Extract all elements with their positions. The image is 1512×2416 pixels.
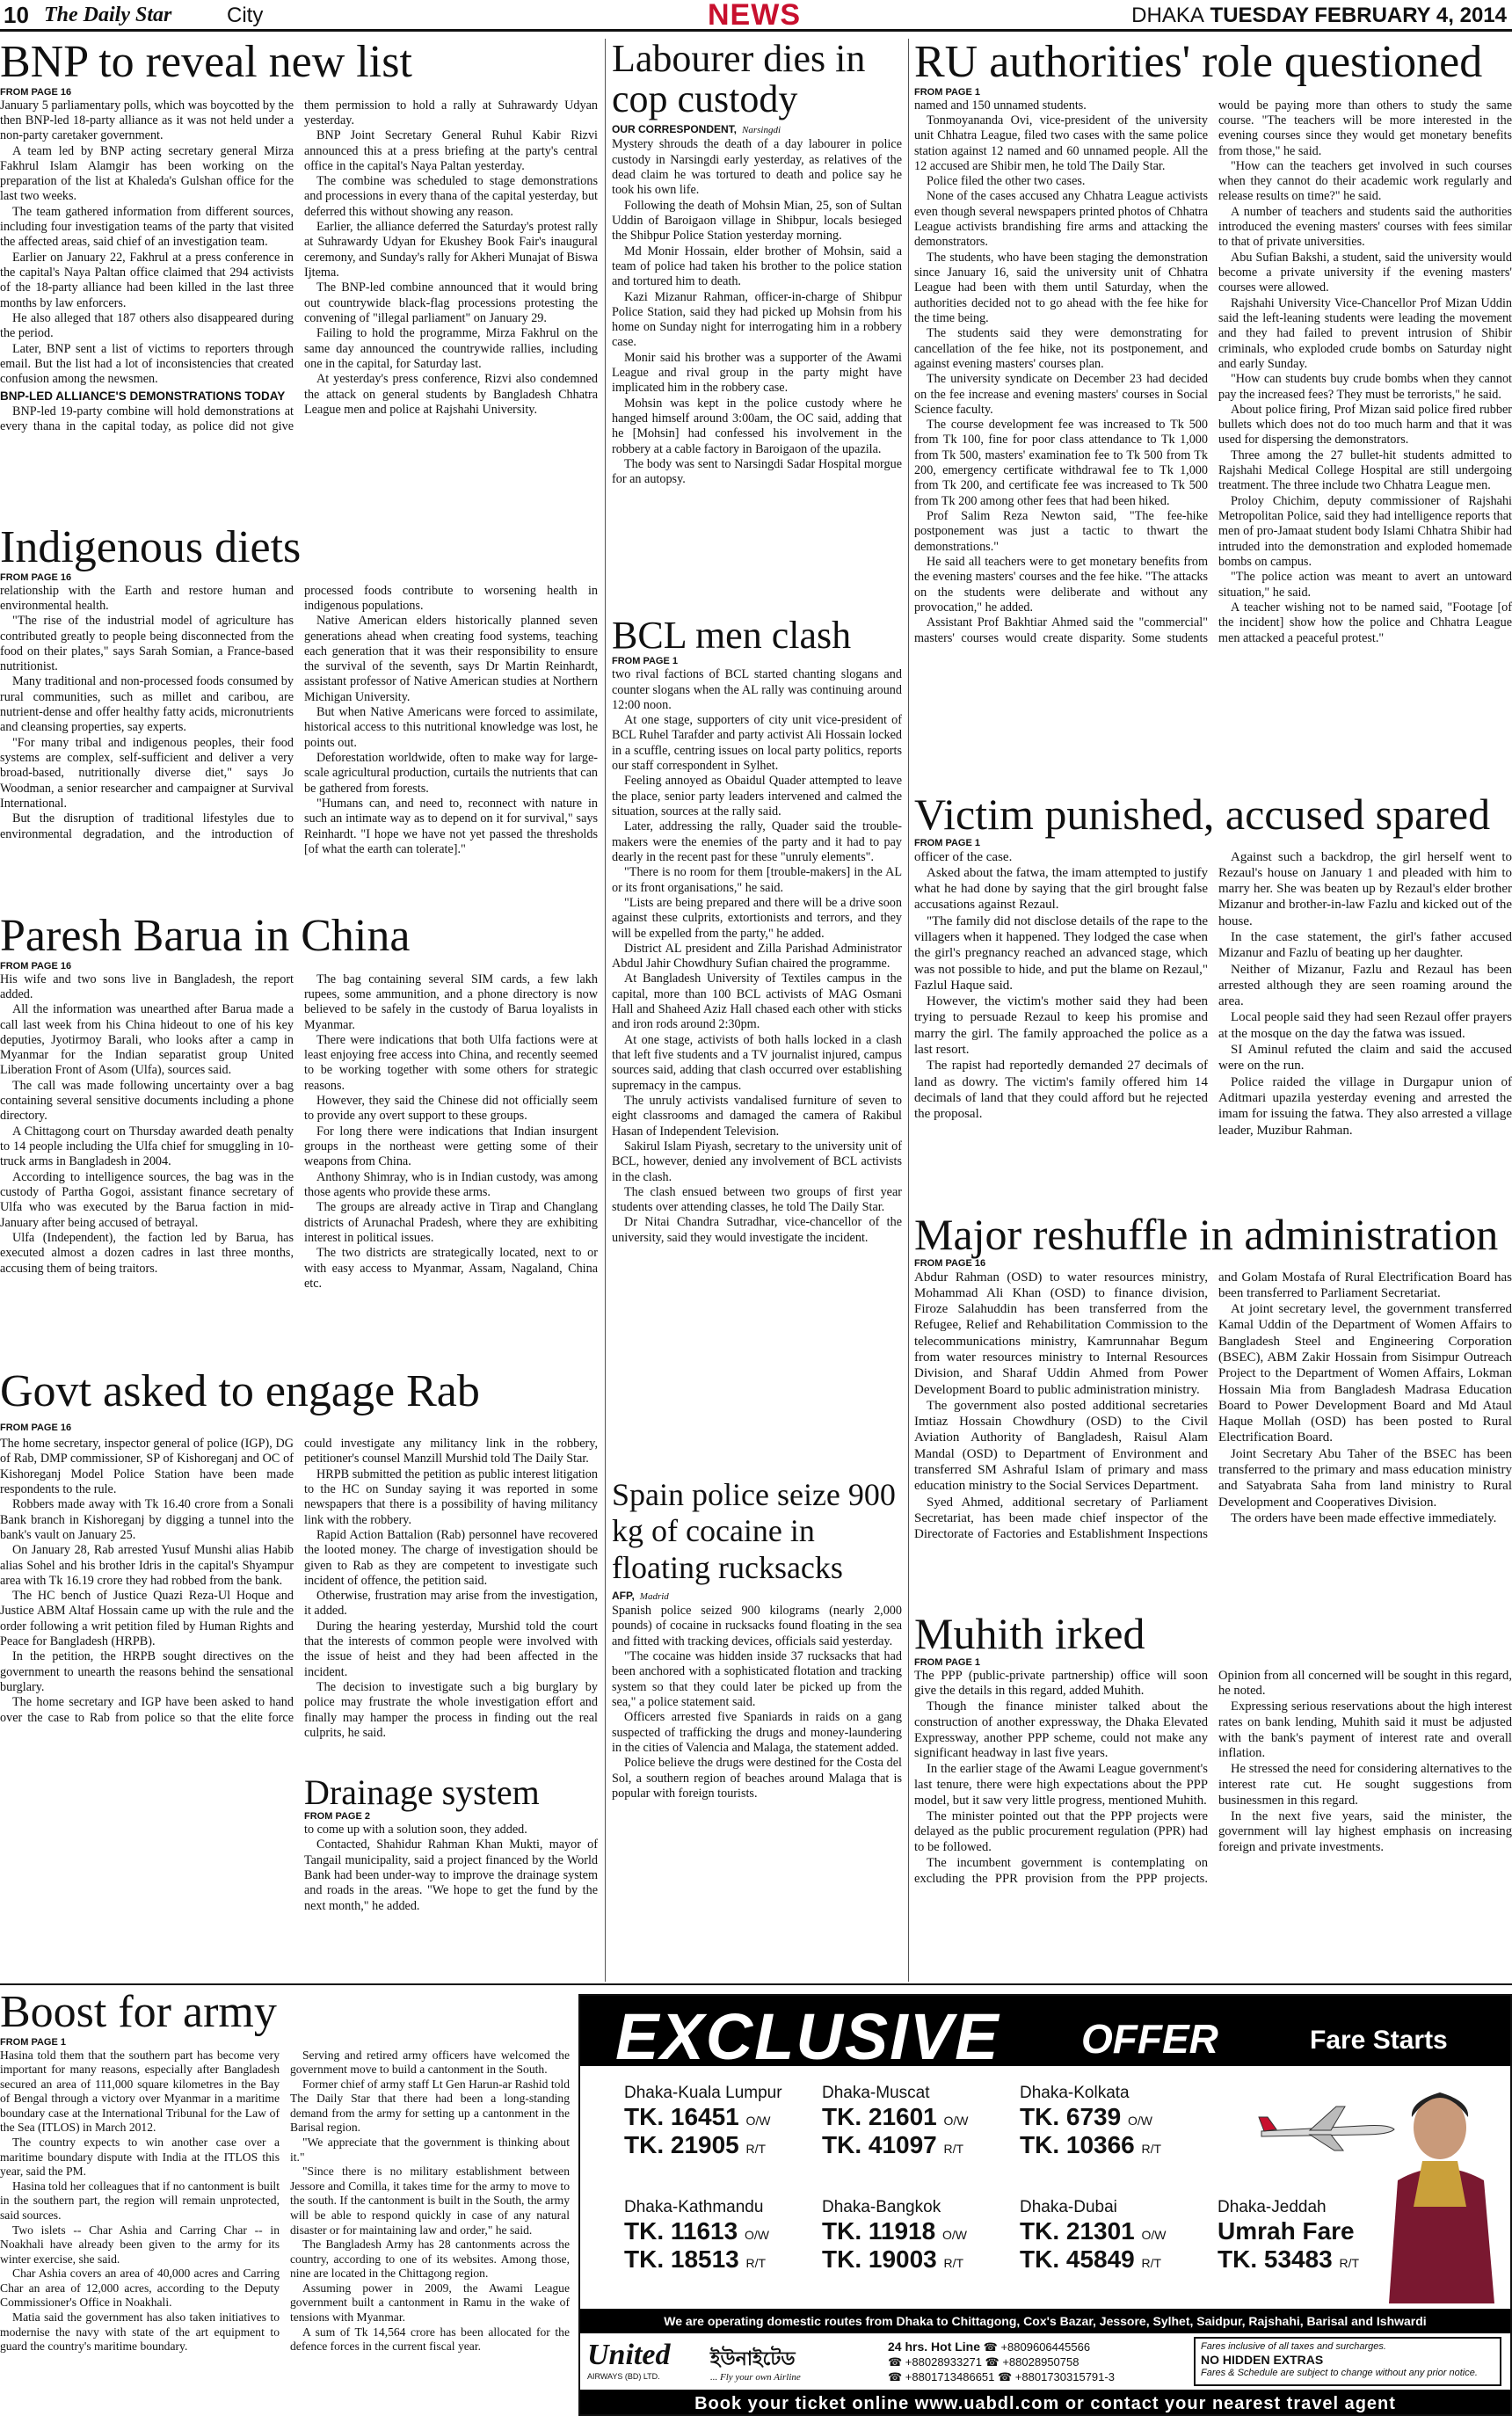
masthead	[0, 0, 1512, 32]
paragraph: Earlier on January 22, Fakhrul at a press conference in the capital's Naya Paltan office claimed that 294 activists of the 18-party alliance had been killed in the last three months by law enforcers.	[0, 250, 294, 310]
paragraph: The decision to investigate such a big burglary by police may frustrate the whole investigation effort and finally may hamper the process in finding out the real culprits, he said.	[304, 1680, 598, 1740]
article-body	[612, 1604, 902, 1801]
paragraph: The unruly activists vandalised furniture of seven to eight classrooms and damaged the camera of Rakibul Hasan of Independent Television.	[612, 1093, 902, 1139]
paragraph: SI Aminul refuted the claim and said the accused were on the run.	[1218, 1043, 1512, 1073]
paragraph: "Lists are being prepared and there will be a drive soon against these culprits, extortionists and terrors, and they will be expelled from the party," he added.	[612, 895, 902, 941]
ad-headline-exclusive: EXCLUSIVE	[615, 2000, 1000, 2073]
paragraph: two rival factions of BCL started chanting slogans and counter slogans when the AL rally was continuing around 12:00 noon.	[612, 667, 902, 712]
category-label: NEWS	[708, 0, 801, 32]
paragraph: The groups are already active in Tirap and Changlang districts of Arunachal Pradesh, where they are exhibiting interest in political issues.	[304, 1200, 598, 1245]
paragraph: The Bangladesh Army has 28 cantonments across the country, according to one of its websites. Among those, nine are located in the Chittagong region.	[290, 2238, 570, 2281]
paragraph: "For many tribal and indigenous peoples, their food systems are complex, self-sufficient and deliver a very broad-based, nutritionally diverse diet," says Jo Woodman, a senior researcher and campaigner at Survival International.	[0, 735, 294, 811]
paragraph: to come up with a solution soon, they added.	[304, 1823, 527, 1837]
article-muhith	[914, 1611, 1512, 1978]
paragraph: A sum of Tk 14,564 crore has been allocated for the defence forces in the current fiscal year.	[290, 2325, 570, 2354]
round-trip-fare: TK. 18513 R/T	[624, 2245, 767, 2274]
paragraph: Sakirul Islam Piyash, secretary to the university unit of BCL, however, denied any involvement of BCL activists in the clash.	[612, 1139, 902, 1184]
article-body	[914, 1270, 1512, 1607]
paragraph: Native American elders historically planned seven generations ahead when creating food systems, teaching each generation that it was their responsibility to ensure the survival of the seventh, says Dr Martin Reinhardt, assistant professor of Native American studies at Northern Michigan University.	[304, 614, 598, 704]
paragraph: "How can students buy crude bombs when they cannot pay the increased fees? They must be terrorists," he said.	[1218, 372, 1512, 402]
headline: Major reshuffle in administration	[914, 1212, 1499, 1259]
paragraph: The combine was scheduled to stage demonstrations and processions in every thana of the capital yesterday, but deferred this without showing any reason.	[304, 174, 598, 219]
paragraph: Local people said they had seen Rezaul offer prayers at the mosque on the day the fatwa was issued.	[1218, 1010, 1512, 1041]
paragraph: The call was made following uncertainty over a bag containing several sensitive documents including a phone directory.	[0, 1078, 294, 1124]
round-trip-fare: TK. 41097 R/T	[822, 2131, 964, 2159]
paragraph: Otherwise, frustration may arise from the investigation, it added.	[304, 1589, 598, 1619]
column-rule	[908, 39, 909, 1982]
domestic-routes-banner: We are operating domestic routes from Dhaka to Chittagong, Cox's Bazar, Jessore, Sylhet, Saidpur, Rajshahi, Barisal and Ishwardi	[580, 2309, 1510, 2333]
terms-no-hidden: NO HIDDEN EXTRAS	[1201, 2353, 1324, 2368]
paragraph: "The cocaine was hidden inside 37 rucksacks that had been anchored with a sophisticated flotation and tracking system so that they could later be picked up from the sea," a police statement said.	[612, 1649, 902, 1710]
paragraph: Assistant Prof Bakhtiar Ahmed said the "commercial" masters' courses would create disparity. Some students would be paying more than others to study the same course. "The teachers will be more interested in the evening courses since they would get monetary benefits from those," he said.	[914, 98, 1512, 645]
paragraph: Later, BNP sent a list of victims to reporters through email. But the list had a lot of inconsistencies that created confusion among the newsmen.	[0, 341, 294, 387]
article-body	[612, 137, 902, 487]
article-bnp	[0, 39, 598, 505]
round-trip-fare: TK. 21905 R/T	[624, 2131, 767, 2159]
paragraph: HRPB submitted the petition as public interest litigation to the HC on Sunday saying it was reported in some newspapers that there is a possibility of having militancy link with the robbery.	[304, 1466, 598, 1527]
paragraph: The home secretary and IGP have been asked to hand over the case to Rab from police so that the elite force could investigate any militancy link in the robbery, petitioner's counsel Manzill Murshid told The Daily Star.	[0, 1437, 598, 1725]
paragraph: A teacher wishing not to be named said, "Footage [of the incident] show how the police and Chhatra League men attacked a peaceful protest."	[1218, 600, 1512, 645]
paragraph: He stressed the need for considering alternatives to the interest rate cut. He sought suggestions from businessmen in this regard.	[1218, 1762, 1512, 1808]
paragraph: A team led by BNP acting secretary general Mirza Fakhrul Islam Alamgir has been working on the preparation of the list at Khaleda's Gulshan office for the last two weeks.	[0, 143, 294, 204]
paragraph: Police filed the other two cases.	[927, 174, 1086, 189]
paragraph: Char Ashia covers an area of 40,000 acres and Carring Char an area of 12,000 acres, according to the Deputy Commissioner's Office in Noakhali.	[0, 2267, 280, 2310]
paragraph: Earlier, the alliance deferred the Saturday's protest rally at Suhrawardy Udyan for Ekushey Book Fair's inaugural ceremony, and Sunday's rally for Akheri Munajat of Biswa Ijtema.	[304, 220, 598, 280]
headline: RU authorities' role questioned	[914, 39, 1483, 87]
paragraph: In the next five years, said the minister, the government will lay highest emphasis on increasing foreign and private investments.	[1218, 1808, 1512, 1855]
paragraph: Kazi Mizanur Rahman, officer-in-charge of Shibpur Police Station, said they had picked up Mohsin from his home on Sunday night for interrogating him in a robbery case.	[612, 289, 902, 350]
paragraph: officer of the case.	[914, 849, 1013, 864]
paragraph: On January 28, Rab arrested Yusuf Munshi alias Habib alias Sohel and his brother Idris in the capital's Shyampur area with Tk 16.19 crore they had robbed from the bank.	[0, 1543, 294, 1588]
paragraph: However, the victim's mother said they had been trying to persuade Rezaul to keep his promise and marry the girl. The family approached the police as a last resort.	[914, 994, 1208, 1058]
ad-headline-fare-starts: Fare Starts	[1310, 2026, 1448, 2055]
paragraph: January 5 parliamentary polls, which was boycotted by the then BNP-led 18-party alliance as it was not held under a non-party caretaker government.	[0, 98, 294, 143]
hotline-block	[888, 2339, 1115, 2385]
paragraph: "Humans can, and need to, reconnect with nature in such an intimate way as to depend on it for survival," says Reinhardt. "I hope we have not yet passed the thresholds [of what the earth can tolerate]."	[304, 796, 598, 856]
article-army	[0, 1989, 570, 2416]
paragraph: At Bangladesh University of Textiles campus in the capital, more than 100 BCL activists of MAG Osmani Hall and Shaheed Aziz Hall chased each other with sticks and iron rods around 2:30pm.	[612, 971, 902, 1032]
route-destination: Dhaka-Kathmandu	[624, 2198, 764, 2216]
headline: Govt asked to engage Rab	[0, 1368, 480, 1416]
column-rule	[605, 39, 606, 1982]
paragraph: Ulfa (Independent), the faction led by Barua, has executed almost a dozen cadres in last three months, accusing them of being traitors.	[0, 1230, 294, 1276]
paragraph: In the petition, the HRPB sought directives on the government to unearth the reasons behind the sensational burglary.	[0, 1649, 294, 1694]
paragraph: Following the death of Mohsin Mian, 25, son of Sultan Uddin of Baroigaon village in Shibpur, locals besieged the Shibpur Police Station yesterday morning.	[612, 198, 902, 244]
paragraph: Rajshahi University Vice-Chancellor Prof Mizan Uddin said the left-leaning students were leading the movement and they had failed to prevent intrusion of Shibir criminals, who exploded crude bombs on Saturday night and early Sunday.	[1218, 295, 1512, 371]
paragraph: Three among the 27 bullet-hit students admitted to Rajshahi Medical College Hospital are still undergoing treatment. The three include two Chhatra League men.	[1218, 448, 1512, 493]
paragraph: Rapid Action Battalion (Rab) personnel have recovered the looted money. The charge of investigation should be given to Rab as they are competent to investigate such incident of offence, the petition said.	[304, 1527, 598, 1588]
dateline-date: TUESDAY FEBRUARY 4, 2014	[1210, 4, 1507, 27]
article-victim	[914, 791, 1512, 1204]
paragraph: Hasina told her colleagues that if no cantonment is built in the southern part, the region will remain unprotected, said sources.	[0, 2179, 280, 2222]
article-body	[304, 1823, 598, 1914]
paragraph: But the disruption of traditional lifestyles due to environmental degradation, and the introduction of processed foods contribute to worsening health in indigenous populations.	[0, 583, 598, 841]
byline-location: Narsingdi	[742, 125, 781, 136]
route-destination: Dhaka-Jeddah	[1218, 2198, 1327, 2216]
logo-english: United	[587, 2339, 671, 2371]
phone-numbers[interactable]: ☎ +88028933271 ☎ +88028950758	[888, 2354, 1079, 2369]
article-body	[0, 584, 598, 900]
article-ru	[914, 39, 1512, 777]
headline: BCL men clash	[612, 615, 852, 657]
paragraph: According to intelligence sources, the bag was in the custody of Partha Gogoi, assistant finance secretary of Ulfa who was executed by the Barua faction in mid-January after being accused of betrayal.	[0, 1169, 294, 1230]
route-destination: Dhaka-Kuala Lumpur	[624, 2084, 782, 2102]
paragraph: Many traditional and non-processed foods consumed by rural communities, such as millet and caribou, are nutrient-dense and offer healthy fatty acids, micronutrients and cleansing properties, say experts.	[0, 674, 294, 735]
paragraph: Against such a backdrop, the girl herself went to Rezaul's house on January 1 and pleaded with him to marry her. She was beaten up by Rezaul's elder brother Mizanur and brother-in-law Fazlu and kicked out of the house.	[1218, 849, 1512, 928]
subheading: BNP-LED ALLIANCE'S DEMONSTRATIONS TODAY	[0, 389, 286, 403]
paragraph: At one stage, supporters of city unit vice-president of BCL Ruhel Tarafder and party activist Ali Hossain locked in a scuffle, centring issues on local party politics, reports our staff correspondent in Sylhet.	[612, 713, 902, 774]
paragraph: Later, addressing the rally, Quader said the trouble-makers were the enemies of the party and it had to pay dearly in the recent past for these "unruly elements".	[612, 819, 902, 864]
headline: Labourer dies in cop custody	[612, 39, 866, 121]
jump-line: FROM PAGE 16	[0, 960, 72, 971]
paragraph: named and 150 unnamed students.	[914, 98, 1087, 113]
section-rule	[0, 1983, 1512, 1985]
paragraph: The university syndicate on December 23 had decided on the fee increase and evening masters' courses in Social Science faculty.	[914, 372, 1208, 417]
paragraph: But when Native Americans were forced to assimilate, historical access to this nutritional knowledge was lost, he points out.	[304, 705, 598, 750]
article-body	[914, 98, 1512, 777]
paragraph: Robbers made away with Tk 16.40 crore from a Sonali Bank branch in Kishoreganj by digging a tunnel into the bank's vault on January 25.	[0, 1497, 294, 1542]
paragraph: The PPP (public-private partnership) office will soon give the details in this regard, added Muhith.	[914, 1668, 1208, 1699]
paragraph: The orders have been made effective immediately.	[1231, 1510, 1497, 1525]
byline-location: Madrid	[639, 1591, 669, 1603]
paragraph: "There is no room for them [trouble-makers] in the AL or its front organisations," he said.	[612, 865, 902, 895]
one-way-fare: TK. 16451 O/W	[624, 2103, 771, 2130]
paragraph: Spanish police seized 900 kilograms (nearly 2,000 pounds) of cocaine in rucksacks found floating in the sea and fitted with tracking devices, officials said yesterday.	[612, 1604, 902, 1648]
route-fare	[1020, 2084, 1213, 2159]
paragraph: The minister pointed out that the PPP projects were delayed as the public procurement regulation (PPR) had to be followed.	[914, 1808, 1208, 1855]
paragraph: At joint secretary level, the government transferred Kamal Uddin of the Department of Women Affairs to Bangladesh Steel and Engineering Corporation (BSEC), ABM Zakir Hossain from Sisimpur Outreach Project to the Department of Women Affairs, Lokman Hossain Mia from Bangladesh Madrasa Education Board to Power Development Board and Md Ataul Haque Mollah (OSD) has been posted to Rural Electrification Board.	[1218, 1302, 1512, 1445]
jump-line: FROM PAGE 1	[0, 2036, 66, 2048]
paragraph: "The rise of the industrial model of agriculture has contributed greatly to people being disconnected from the food on their plates," says Sarah Somian, a France-based nutritionist.	[0, 614, 294, 674]
paragraph: Proloy Chichim, deputy commissioner of Rajshahi Metropolitan Police, said they had intelligence reports that men of pro-Jamaat student body Islami Chhatra Shibir had intruded into the demonstration and exploded homemade bombs on campus.	[1218, 493, 1512, 569]
route-destination: Dhaka-Muscat	[822, 2084, 930, 2102]
headline: Victim punished, accused spared	[914, 791, 1491, 839]
paragraph: All the information was unearthed after Barua made a call last week from his China hideout to one of his key deputies, Jyotirmoy Barali, who looks after a camp in Myanmar for the Indian separatist group United Liberation Front of Asom (Ulfa), sources said.	[0, 1002, 294, 1078]
one-way-fare: TK. 11613 O/W	[624, 2217, 769, 2245]
paragraph: Feeling annoyed as Obaidul Quader attempted to leave the place, senior party leaders intervened and calmed the situation, sources at the rally said.	[612, 774, 902, 819]
round-trip-fare: TK. 10366 R/T	[1020, 2131, 1162, 2159]
paragraph: Mystery shrouds the death of a day labourer in police custody in Narsingdi early yesterday, as relatives of the dead claim he was tortured to death and police say he took his own life.	[612, 137, 902, 198]
paragraph: District AL president and Zilla Parishad Administrator Abdul Jahir Chowdhury Sufian chaired the programme.	[612, 941, 902, 971]
jump-line: FROM PAGE 1	[914, 86, 980, 98]
round-trip-fare: TK. 45849 R/T	[1020, 2245, 1162, 2274]
hotline-label: 24 hrs. Hot Line	[888, 2340, 981, 2354]
article-body	[0, 2049, 570, 2416]
paragraph: Contacted, Shahidur Rahman Khan Mukti, mayor of Tangail municipality, said a project financed by the World Bank had been under-way to improve the drainage system and roads in the areas. "We hope to get the fund by the next month," he added.	[304, 1837, 598, 1913]
article-body	[914, 1669, 1512, 1976]
ad-header	[580, 1996, 1510, 2073]
paragraph: None of the cases accused any Chhatra League activists even though several newspapers printed photos of Chhatra League activists brandishing fire arms and attacking the demonstrators.	[914, 189, 1208, 250]
paragraph: Neither of Mizanur, Fazlu and Rezaul has been arrested although they are seen roaming around the area.	[1218, 962, 1512, 1009]
paragraph: relationship with the Earth and restore human and environmental health.	[0, 583, 294, 613]
paragraph: His wife and two sons live in Bangladesh, the report added.	[0, 971, 294, 1001]
paragraph: During the hearing yesterday, Murshid told the court that the interests of common people were involved with the issue of heist and they had been affected in the incident.	[304, 1619, 598, 1679]
paragraph: At yesterday's press conference, Rizvi also condemned the attack on general students by Bangladesh Chhatra League men and police at Rajshahi University.	[304, 372, 598, 417]
paragraph: The team gathered information from different sources, including four investigation teams of the party that visited the affected areas, said chief of an investigation team.	[0, 204, 294, 250]
jump-line: FROM PAGE 16	[914, 1257, 986, 1269]
paragraph: The incumbent government is contemplating on excluding the PPR provision from the PPP projects. Opinion from all concerned will be sought in this regard, he noted.	[914, 1668, 1512, 1886]
paragraph: The bag containing several SIM cards, a few lakh rupees, some ammunition, and a phone directory is now believed to be safely in the custody of Barua loyalists in Myanmar.	[304, 971, 598, 1032]
byline	[612, 123, 902, 135]
paragraph: The clash ensued between two groups of first year students over attending classes, he told The Daily Star.	[612, 1184, 902, 1215]
article-bcl	[612, 615, 902, 1459]
logo-subtitle: AIRWAYS (BD) LTD.	[587, 2372, 660, 2381]
paragraph: Monir said his brother was a supporter of the Awami League and rival group in the party might have implicated him in the robbery case.	[612, 350, 902, 396]
headline: Paresh Barua in China	[0, 913, 411, 961]
paragraph: "Since there is no military establishment between Jessore and Comilla, it takes time for the army to move to the south. If the cantonment is built in the South, the army will be able to respond quickly in case of any natural disaster or for maintaining law and order," he said.	[290, 2165, 570, 2237]
route-fare	[822, 2084, 1015, 2159]
jump-line: FROM PAGE 1	[914, 837, 980, 848]
article-drainage	[304, 1774, 598, 1978]
paragraph: "How can the teachers get involved in such courses when they cannot do their academic work regularly and release results on time?" he said.	[1218, 158, 1512, 204]
paragraph: He also alleged that 187 others also disappeared during the period.	[0, 310, 294, 341]
paragraph: Police raided the village in Durgapur union of Aditmari upazila yesterday evening and arrested the imam for issuing the fatwa. They also arrested a village leader, Muzibur Rahman.	[1218, 1074, 1512, 1138]
terms-taxes: Fares inclusive of all taxes and surcharges.	[1201, 2341, 1386, 2352]
headline: Spain police seize 900 kg of cocaine in floating rucksacks	[612, 1477, 896, 1585]
article-body	[612, 667, 902, 1246]
paragraph: "The family did not disclose details of the rape to the villagers when it happened. They lodged the case when the girl's pregnancy reached an advanced stage, which was not possible to hide, and put the blame on Rezaul," Fazlul Haque said.	[914, 913, 1208, 993]
dateline	[1131, 4, 1507, 28]
paragraph: Two islets -- Char Ashia and Carring Char -- in Noakhali have already been given to the army for its winter exercise, she said.	[0, 2223, 280, 2266]
phone-numbers[interactable]: ☎ +8801713486651 ☎ +8801730315791-3	[888, 2369, 1115, 2383]
paragraph: The course development fee was increased to Tk 500 from Tk 100, fine for poor class attendance to Tk 1,000 from Tk 500, masters' examination fee to Tk 500 from Tk 200, emergency certificate withdrawal fee to Tk 1,000 from Tk 200, and certificate fee was increased to Tk 500 from Tk 200 among other fees that had been hiked.	[914, 418, 1208, 508]
paragraph: Syed Ahmed, additional secretary of Parliament Secretariat, has been made chief inspector of the Directorate of Factories and Establishment Inspections and Golam Mostafa of Rural Electrification Board has been transferred to Parliament Secretariat.	[914, 1270, 1512, 1542]
paragraph: Tonmoyananda Ovi, vice-president of the university unit Chhatra League, filed two cases with the same police station against 12 named and 60 unnamed people. All the 12 accused are Shibir men, he told The Daily Star.	[914, 113, 1208, 173]
paragraph: Matia said the government has also taken initiatives to modernise the navy with state of the art equipment to guard the country's maritime boundary.	[0, 2310, 280, 2354]
paragraph: In the case statement, the girl's father accused Mizanur and Fazlu of beating up her daughter.	[1218, 929, 1512, 961]
paragraph: Asked about the fatwa, the imam attempted to justify what he had done by saying that the girl brought false accusations against Rezaul.	[914, 865, 1208, 913]
paragraph: Expressing serious reservations about the high interest rates on bank lending, Muhith said it must be adjusted with the bank's payment of interest rate and overall inflation.	[1218, 1699, 1512, 1761]
paragraph: The students, who have been staging the demonstration since January 16, said the university unit of Chhatra League had been with them until Saturday, when the authorities decided not to go ahead with the fee hike for the time being.	[914, 250, 1208, 325]
paragraph: In the earlier stage of the Awami League government's last tenure, there were high expectations about the PPP model, but it saw very little progress, mentioned Muhith.	[914, 1762, 1208, 1808]
one-way-fare: TK. 6739 O/W	[1020, 2103, 1152, 2130]
route-destination: Dhaka-Dubai	[1020, 2198, 1117, 2216]
paragraph: Failing to hold the programme, Mirza Fakhrul on the same day announced the countrywide rallies, including one in the capital, for Saturday last.	[304, 326, 598, 371]
headline: Indigenous diets	[0, 524, 302, 572]
paragraph: "The police action was meant to avert an untoward situation," he said.	[1218, 570, 1512, 600]
paragraph: Deforestation worldwide, often to make way for large-scale agricultural production, curtails the nutrients that can be gathered from forests.	[304, 751, 598, 796]
booking-cta[interactable]: Book your ticket online www.uabdl.com or contact your nearest travel agent	[580, 2390, 1510, 2416]
paragraph: Hasina told them that the southern part has become very important for many reasons, especially after Bangladesh secured an area of 111,000 square kilometres in the Bay of Bengal through a victory over Myanmar in a maritime boundary case at the International Tribunal for the Law of the Sea (ITLOS) in March 2012.	[0, 2048, 280, 2135]
paragraph: The BNP-led combine announced that it would bring out countrywide black-flag processions protesting the convening of "illegal parliament" on January 29.	[304, 280, 598, 325]
ad-headline-offer: OFFER	[1081, 2016, 1218, 2062]
paragraph: A Chittagong court on Thursday awarded death penalty to 14 people including the Ulfa chief for smuggling in 10-truck arms in Bangladesh in 2004.	[0, 1124, 294, 1169]
headline: BNP to reveal new list	[0, 39, 412, 87]
flight-attendant-illustration	[1371, 2075, 1503, 2303]
fare-terms-box	[1194, 2337, 1501, 2386]
paragraph: Serving and retired army officers have welcomed the government move to build a cantonment in the South.	[290, 2048, 570, 2077]
paragraph: He said all teachers were to get monetary benefits from the evening masters' courses and the fee hike. "The attacks on the students were deliberate and without any provocation," he added.	[914, 554, 1208, 615]
route-fare	[624, 2084, 818, 2159]
jump-line: FROM PAGE 16	[0, 571, 72, 583]
paragraph: Anthony Shimray, who is in Indian custody, was among those agents who provide these arms.	[304, 1169, 598, 1199]
byline	[612, 1590, 902, 1602]
jump-line: FROM PAGE 1	[914, 1656, 980, 1668]
paragraph: Abu Sufian Bakshi, a student, said the university would become a private university if the evening masters' courses were allowed.	[1218, 250, 1512, 295]
airline-advertisement[interactable]	[578, 1994, 1512, 2416]
section-label: City	[227, 4, 264, 27]
route-destination: Dhaka-Bangkok	[822, 2198, 941, 2216]
page-number: 10	[4, 2, 29, 28]
logo-tagline: ... Fly your own Airline	[710, 2372, 801, 2383]
headline: Muhith irked	[914, 1611, 1145, 1658]
paragraph: The students said they were demonstrating for cancellation of the fee hike, not its postponement, and against evening masters' courses plan.	[914, 326, 1208, 371]
paragraph: For long there were indications that Indian insurgent groups in the northeast were getting some of their weapons from China.	[304, 1124, 598, 1169]
headline: Boost for army	[0, 1989, 277, 2037]
one-way-fare: TK. 21601 O/W	[822, 2103, 969, 2130]
paragraph: Officers arrested five Spaniards in raids on a gang suspected of trafficking the drugs and money-laundering in the cities of Valencia and Malaga, the statement added.	[612, 1710, 902, 1755]
paragraph: The home secretary, inspector general of police (IGP), DG of Rab, DMP commissioner, SP of Kishoreganj and OC of Kishoreganj Model Police Station have been made respondents to the rule.	[0, 1437, 294, 1496]
paragraph: Mohsin was kept in the police custody where he hanged himself around 3:00am, the OC said, adding that he [Mohsin] had confessed his involvement in the robbery at a cable factory in Baroigaon of the upazila.	[612, 396, 902, 456]
article-body	[0, 972, 598, 1352]
article-indigenous	[0, 524, 598, 900]
paragraph: "We appreciate that the government is thinking about it."	[290, 2136, 570, 2164]
paragraph: The country expects to win another case over a maritime boundary dispute with India at the ITLOS this year, said the PM.	[0, 2136, 280, 2179]
paragraph: A number of teachers and students said the authorities introduced the evening masters' courses with fees similar to that of private universities.	[1218, 204, 1512, 250]
paragraph: About police firing, Prof Mizan said police fired rubber bullets which does not do too much harm and that it was used for dispersing the demonstrators.	[1218, 402, 1512, 448]
article-body	[0, 98, 598, 505]
paragraph: At one stage, activists of both halls locked in a clash that left five students and a TV journalist injured, campus sources said, adding that clash occurred over establishing supremacy in the campus.	[612, 1032, 902, 1093]
hotline-number[interactable]: ☎ +8809606445566	[983, 2340, 1091, 2354]
paragraph: The government also posted additional secretaries Imtiaz Hossain Chowdhury (OSD) to the Civil Aviation Authority of Bangladesh, Raisul Alam Mandal (OSD) to Department of Environment and transferred SM Ashraful Islam of primary and mass education ministry to the Social Services Department.	[914, 1398, 1208, 1494]
route-fare	[1020, 2198, 1213, 2274]
byline-author: OUR CORRESPONDENT,	[612, 123, 738, 136]
paragraph: The HC bench of Justice Quazi Reza-Ul Hoque and Justice ABM Altaf Hossain came up with the rule and the order following a writ petition filed by Human Rights and Peace for Bangladesh (HRPB).	[0, 1589, 294, 1649]
paragraph: Abdur Rahman (OSD) to water resources ministry, Mohammad Ali Khan (OSD) to finance division, Firoze Salahuddin has been transferred from the Refugee, Relief and Rehabilitation Commission to the telecommunications ministry, Kamrunnahar Begum from water resources ministry to Internal Resources Division, and Sharaf Uddin Ahmed from Power Development Board to public administration ministry.	[914, 1270, 1208, 1397]
article-spain	[612, 1477, 902, 1978]
round-trip-fare: TK. 19003 R/T	[822, 2245, 964, 2274]
jump-line: FROM PAGE 16	[0, 86, 72, 98]
one-way-fare: Umrah Fare	[1218, 2217, 1355, 2245]
paragraph: BNP-led 19-party combine will hold demonstrations at every thana in the capital today, as police did not give them permission to hold a rally at Suhrawardy Udyan yesterday.	[0, 98, 598, 433]
route-fare	[822, 2198, 1015, 2274]
paragraph: Md Monir Hossain, elder brother of Mohsin, said a team of police had taken his brother to the police station and tortured him to death.	[612, 244, 902, 289]
route-destination: Dhaka-Kolkata	[1020, 2084, 1130, 2102]
paragraph: Police believe the drugs were destined for the Costa del Sol, a southern region of beaches around Malaga that is popular with foreign tourists.	[612, 1756, 902, 1801]
paragraph: However, they said the Chinese did not officially seem to provide any overt support to these groups.	[304, 1094, 598, 1124]
article-paresh	[0, 913, 598, 1352]
route-fare	[624, 2198, 818, 2274]
paragraph: There were indications that both Ulfa factions were at least enjoying free access into China, and recently seemed to be working together with some others for strategic reasons.	[304, 1032, 598, 1093]
paragraph: Joint Secretary Abu Taher of the BSEC has been transferred to the primary and mass education ministry and Satyabrata Saha from land ministry to Rural Development and Cooperatives Division.	[1218, 1446, 1512, 1510]
one-way-fare: TK. 21301 O/W	[1020, 2217, 1167, 2245]
paragraph: The two districts are strategically located, next to or with easy access to Myanmar, Assam, Nagaland, China etc.	[304, 1246, 598, 1291]
byline-author: AFP,	[612, 1590, 635, 1603]
paragraph: Prof Salim Reza Newton said, "The fee-hike postponement was just a tactic to thwart the demonstrations."	[914, 509, 1208, 554]
airline-logo[interactable]	[587, 2339, 842, 2386]
headline: Drainage system	[304, 1774, 540, 1812]
paragraph: BNP Joint Secretary General Ruhul Kabir Rizvi announced this at a press briefing at the party's central office in the capital's Naya Paltan yesterday.	[304, 128, 598, 173]
one-way-fare: TK. 11918 O/W	[822, 2217, 967, 2245]
paper-name: The Daily Star	[44, 4, 172, 26]
paragraph: The body was sent to Narsingdi Sadar Hospital morgue for an autopsy.	[612, 456, 902, 487]
ad-contact-strip	[580, 2333, 1510, 2390]
article-body	[914, 849, 1512, 1204]
terms-change: Fares & Schedule are subject to change without any prior notice.	[1201, 2368, 1478, 2379]
jump-line: FROM PAGE 16	[0, 1423, 72, 1433]
article-labourer	[612, 39, 902, 601]
jump-line: FROM PAGE 2	[304, 1811, 370, 1822]
round-trip-fare: TK. 53483 R/T	[1218, 2245, 1360, 2274]
paragraph: The rapist had reportedly demanded 27 decimals of land as dowry. The victim's family offered him 14 decimals of land that they could afford but he rejected the proposal.	[914, 1059, 1208, 1122]
paragraph: Dr Nitai Chandra Sutradhar, vice-chancellor of the university, said they would investigate the incident.	[612, 1215, 902, 1245]
paragraph: Assuming power in 2009, the Awami League government built a cantonment in Ramu in the wake of tensions with Myanmar.	[290, 2281, 570, 2324]
paragraph: Though the finance minister talked about the construction of another expressway, the Dhaka Elevated Expressway, another PPP scheme, could not make any significant headway in last five years.	[914, 1699, 1208, 1761]
logo-bengali: ইউনাইটেড	[710, 2348, 796, 2370]
article-reshuffle	[914, 1212, 1512, 1607]
jump-line: FROM PAGE 1	[612, 656, 678, 667]
dateline-city: DHAKA	[1131, 4, 1204, 27]
paragraph: Former chief of army staff Lt Gen Harun-ar Rashid told The Daily Star that there had been a long-standing demand from the army for setting up a cantonment in the Barisal region.	[290, 2077, 570, 2135]
